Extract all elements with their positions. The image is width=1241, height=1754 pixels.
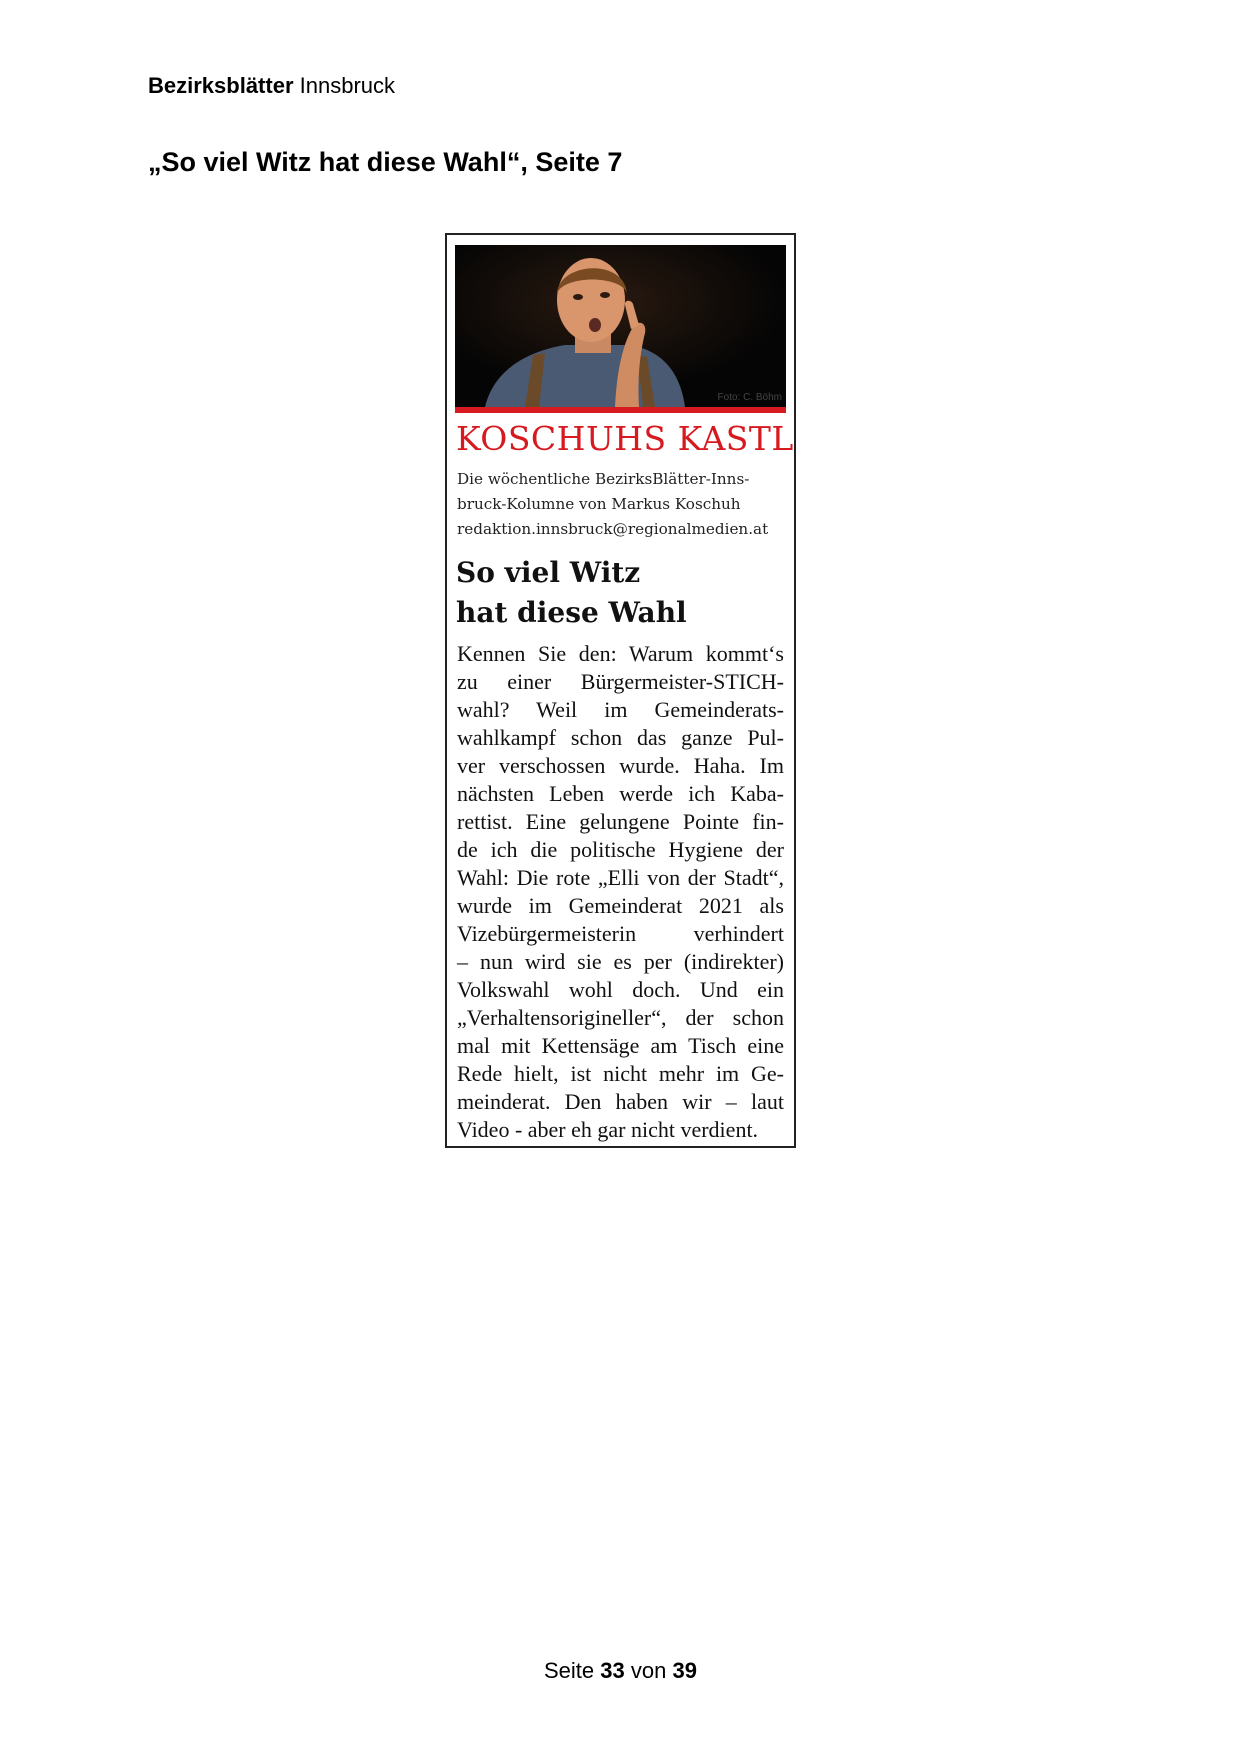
- body-line: wahl? Weil im Gemeinderats-: [457, 697, 784, 722]
- body-line: de ich die politische Hygiene der: [457, 837, 784, 862]
- body-line: meinderat. Den haben wir – laut: [457, 1089, 784, 1114]
- body-line: – nun wird sie es per (indirekter): [457, 949, 784, 974]
- contact-email: redaktion.innsbruck@regionalmedien.at: [457, 520, 769, 538]
- body-line: zu einer Bürgermeister-STICH-: [457, 669, 784, 694]
- column-name: KOSCHUHS KASTL: [456, 419, 794, 458]
- column-body: [457, 640, 784, 1144]
- accent-bar: [455, 407, 786, 413]
- body-line: Wahl: Die rote „Elli von der Stadt“,: [457, 865, 784, 890]
- title-line: hat diese Wahl: [456, 596, 687, 629]
- body-line: Volkswahl wohl doch. Und ein: [457, 977, 784, 1002]
- page-total: 39: [672, 1658, 697, 1683]
- body-line: wahlkampf schon das ganze Pul-: [457, 725, 784, 750]
- body-line: rettist. Eine gelungene Pointe fin-: [457, 809, 784, 834]
- title-line: So viel Witz: [456, 556, 641, 589]
- column-intro: [457, 467, 787, 542]
- intro-line: bruck-Kolumne von Markus Koschuh: [457, 495, 741, 513]
- body-line: „Verhaltensorigineller“, der schon: [457, 1005, 784, 1030]
- page-number: 33: [600, 1658, 625, 1683]
- publication-name: [148, 73, 395, 99]
- newspaper-clipping: [445, 233, 796, 1148]
- author-photo: [455, 245, 786, 407]
- column-title: [456, 553, 687, 633]
- body-line: Video - aber eh gar nicht verdient.: [457, 1117, 759, 1142]
- photo-credit: Foto: C. Böhm: [717, 392, 782, 403]
- footer-middle: von: [630, 1658, 667, 1683]
- body-line: ver verschossen wurde. Haha. Im: [457, 753, 784, 778]
- intro-line: Die wöchentliche BezirksBlätter-Inns-: [457, 470, 750, 488]
- body-line: Kennen Sie den: Warum kommt‘s: [457, 641, 784, 666]
- publication-brand: Bezirksblätter: [148, 73, 294, 98]
- body-line: Rede hielt, ist nicht mehr im Ge-: [457, 1061, 784, 1086]
- page-footer: [0, 1658, 1241, 1684]
- author-photo-image: [455, 245, 786, 407]
- publication-region: Innsbruck: [299, 73, 396, 98]
- footer-prefix: Seite: [544, 1658, 595, 1683]
- body-line: nächsten Leben werde ich Kaba-: [457, 781, 784, 806]
- article-headline: „So viel Witz hat diese Wahl“, Seite 7: [148, 147, 623, 177]
- body-line: wurde im Gemeinderat 2021 als: [457, 893, 784, 918]
- body-line: mal mit Kettensäge am Tisch eine: [457, 1033, 784, 1058]
- body-line: Vizebürgermeisterin verhindert: [457, 921, 784, 946]
